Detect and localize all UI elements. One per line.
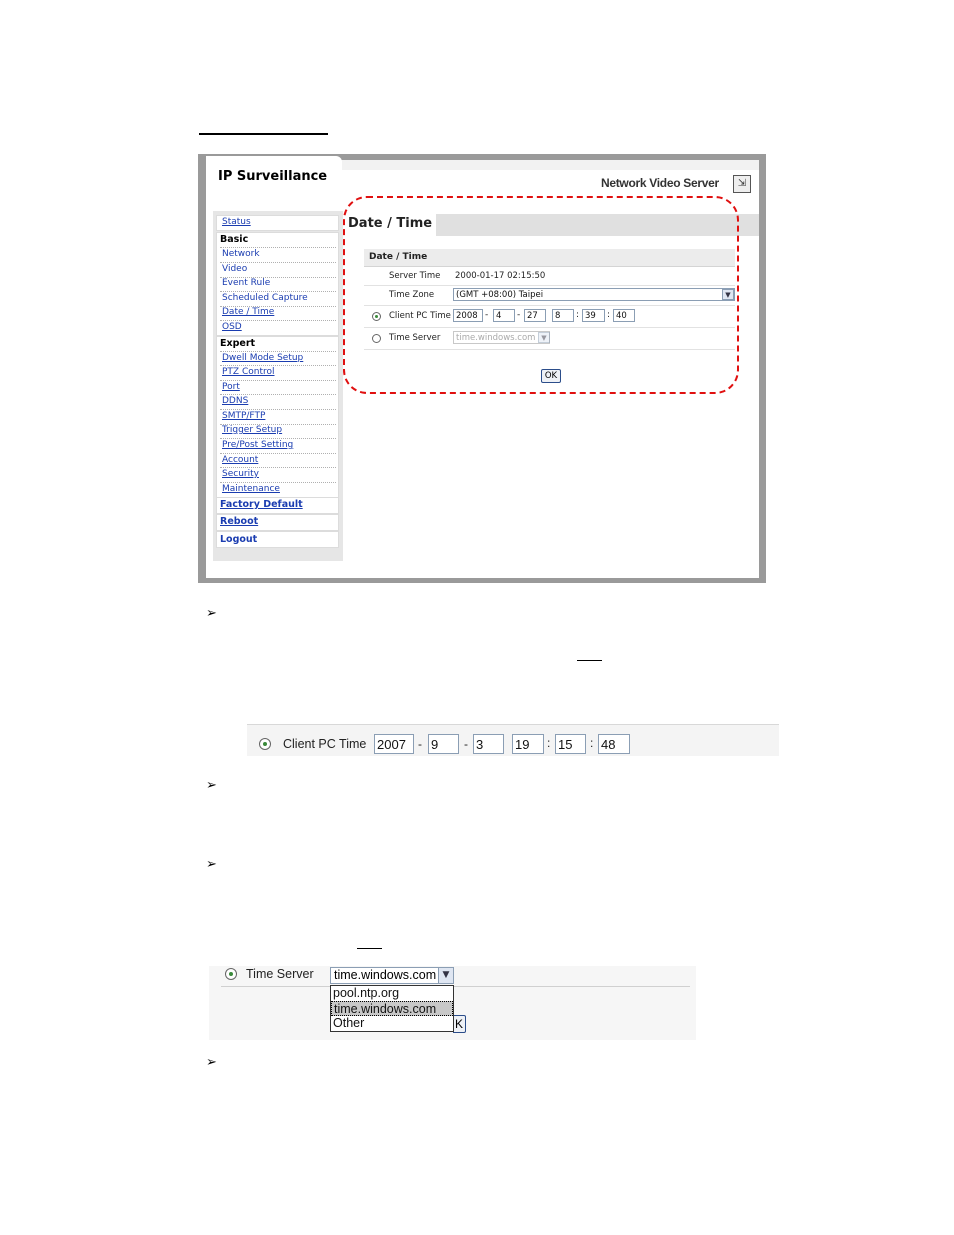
- highlight-dashed-outline: [343, 196, 739, 394]
- sidebar-heading-basic: Basic: [220, 234, 249, 245]
- sidebar-divider: [220, 438, 336, 439]
- second-field[interactable]: 40: [613, 309, 635, 322]
- section-title: Date / Time: [369, 252, 428, 262]
- hour-field-large[interactable]: 19: [512, 734, 544, 754]
- date-separator: -: [517, 310, 521, 320]
- month-field-large[interactable]: 9: [428, 734, 459, 754]
- sidebar-item-dwell-mode-setup[interactable]: Dwell Mode Setup: [222, 353, 304, 363]
- client-pc-time-label-large: Client PC Time: [283, 737, 367, 751]
- sidebar-divider: [220, 380, 336, 381]
- sidebar-item-osd[interactable]: OSD: [222, 322, 242, 332]
- sidebar-heading-expert: Expert: [220, 338, 256, 349]
- sidebar-divider: [220, 247, 336, 248]
- sidebar-item-reboot[interactable]: Reboot: [220, 516, 259, 527]
- sidebar-divider: [220, 482, 336, 483]
- underline-mark: [357, 948, 382, 949]
- date-separator: -: [485, 310, 489, 320]
- chevron-down-icon[interactable]: ▼: [722, 289, 734, 300]
- day-field[interactable]: 27: [524, 309, 546, 322]
- logout-door-icon[interactable]: ⇲: [733, 175, 751, 193]
- sidebar-item-pre-post-setting[interactable]: Pre/Post Setting: [222, 440, 294, 450]
- brand-title: IP Surveillance: [218, 169, 328, 184]
- day-field-large[interactable]: 3: [473, 734, 504, 754]
- sidebar-divider: [220, 262, 336, 263]
- sidebar-divider: [220, 453, 336, 454]
- client-pc-time-radio-large[interactable]: [259, 738, 271, 750]
- sidebar-item-ddns[interactable]: DDNS: [222, 396, 249, 406]
- sidebar-item-port[interactable]: Port: [222, 382, 240, 392]
- dropdown-option-selected[interactable]: time.windows.com: [331, 1001, 453, 1016]
- page-title: Date / Time: [348, 216, 433, 231]
- minute-field-large[interactable]: 15: [555, 734, 586, 754]
- client-pc-time-label: Client PC Time: [389, 311, 451, 321]
- bullet-arrow-icon: ➢: [206, 778, 217, 793]
- dropdown-option[interactable]: Other: [333, 1016, 365, 1030]
- time-server-label: Time Server: [389, 333, 441, 343]
- sidebar-item-security[interactable]: Security: [222, 469, 259, 479]
- time-zone-label: Time Zone: [389, 290, 435, 300]
- bullet-arrow-icon: ➢: [206, 1055, 217, 1070]
- sidebar-divider: [220, 409, 336, 410]
- minute-field[interactable]: 39: [582, 309, 605, 322]
- time-server-label-large: Time Server: [246, 967, 314, 981]
- date-separator: -: [418, 737, 422, 751]
- sidebar-item-trigger-setup[interactable]: Trigger Setup: [222, 425, 283, 435]
- sidebar-item-logout[interactable]: Logout: [220, 534, 258, 545]
- sidebar-divider: [220, 291, 336, 292]
- ok-button-partial[interactable]: K: [453, 1015, 466, 1033]
- bullet-arrow-icon: ➢: [206, 606, 217, 621]
- sidebar-item-status[interactable]: Status: [222, 217, 251, 227]
- ok-button[interactable]: OK: [541, 369, 561, 383]
- heading-underline: [199, 133, 328, 135]
- sidebar-divider: [220, 351, 336, 352]
- time-separator: :: [576, 310, 580, 320]
- bullet-arrow-icon: ➢: [206, 857, 217, 872]
- server-time-value: 2000-01-17 02:15:50: [455, 271, 546, 281]
- time-separator: :: [590, 736, 594, 750]
- sidebar-item-ptz-control[interactable]: PTZ Control: [222, 367, 275, 377]
- sidebar-item-video[interactable]: Video: [222, 264, 248, 274]
- time-separator: :: [547, 736, 551, 750]
- dropdown-option[interactable]: pool.ntp.org: [333, 986, 400, 1000]
- sidebar-item-factory-default[interactable]: Factory Default: [220, 499, 303, 510]
- sidebar-divider: [220, 365, 336, 366]
- row-divider: [221, 986, 690, 987]
- time-server-select[interactable]: time.windows.com: [453, 331, 550, 344]
- sidebar-divider: [220, 394, 336, 395]
- sidebar-item-scheduled-capture[interactable]: Scheduled Capture: [222, 293, 308, 303]
- sidebar-item-maintenance[interactable]: Maintenance: [222, 484, 280, 494]
- time-separator: :: [607, 310, 611, 320]
- hour-field[interactable]: 8: [552, 309, 574, 322]
- sidebar-item-smtp-ftp[interactable]: SMTP/FTP: [222, 411, 266, 421]
- server-time-label: Server Time: [389, 271, 441, 281]
- second-field-large[interactable]: 48: [598, 734, 630, 754]
- year-field[interactable]: 2008: [453, 309, 483, 322]
- chevron-down-icon[interactable]: ▼: [538, 332, 550, 343]
- sidebar-item-date-time[interactable]: Date / Time: [222, 307, 275, 317]
- time-server-radio-large[interactable]: [225, 968, 237, 980]
- underline-mark: [577, 660, 602, 661]
- sidebar-divider: [220, 320, 336, 321]
- sidebar-item-event-rule[interactable]: Event Rule: [222, 278, 271, 288]
- server-name: Network Video Server: [601, 176, 719, 190]
- sidebar-item-account[interactable]: Account: [222, 455, 259, 465]
- month-field[interactable]: 4: [493, 309, 515, 322]
- sidebar-item-network[interactable]: Network: [222, 249, 260, 259]
- time-zone-select[interactable]: (GMT +08:00) Taipei: [453, 288, 735, 301]
- date-separator: -: [464, 737, 468, 751]
- chevron-down-icon[interactable]: ▼: [438, 968, 453, 983]
- time-server-select-large[interactable]: time.windows.com: [330, 967, 454, 984]
- sidebar-divider: [220, 467, 336, 468]
- year-field-large[interactable]: 2007: [374, 734, 414, 754]
